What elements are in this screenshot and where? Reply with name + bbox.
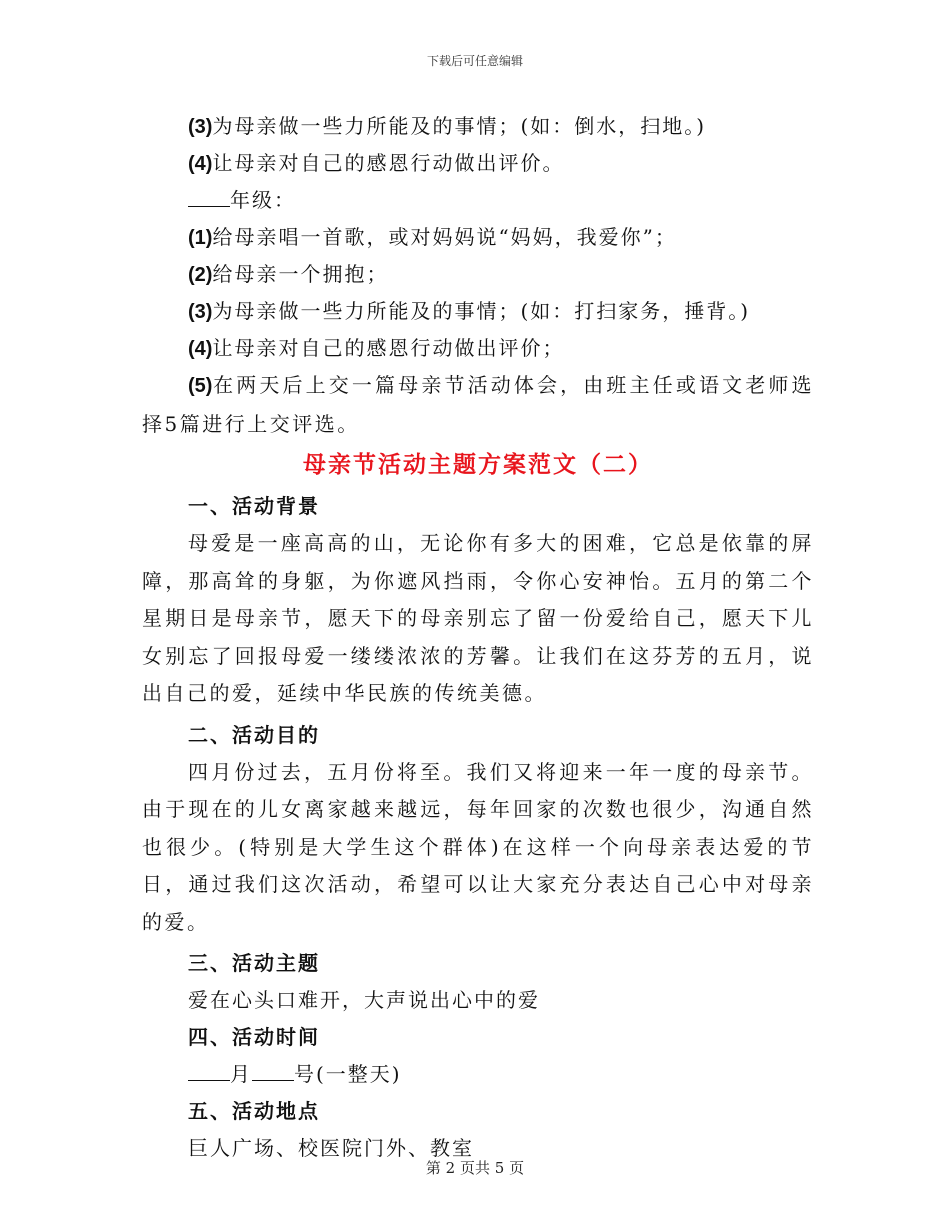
list-number: (5) [188, 375, 213, 397]
section-body-background: 母爱是一座高高的山，无论你有多大的困难，它总是依靠的屏障，那高耸的身躯，为你遮风挡雨，令你心安神怡。五月的第二个星期日是母亲节，愿天下的母亲别忘了留一份爱给自己，愿天下儿女别忘了回报母爱一缕缕浓浓的芳馨。让我们在这芬芳的五月，说出自己的爱，延续中华民族的传统美德。 [142, 531, 814, 705]
list-number: (1) [188, 227, 213, 249]
list-text: 让母亲对自己的感恩行动做出评价。 [212, 151, 565, 175]
list-number: (4) [188, 153, 213, 175]
list-item [142, 256, 814, 293]
list-number: (3) [188, 301, 213, 323]
list-text: 为母亲做一些力所能及的事情；(如：打扫家务，捶背。) [212, 299, 751, 323]
list-number: (4) [188, 338, 213, 360]
grade-line [142, 182, 814, 219]
list-number: (2) [188, 264, 213, 286]
list-item [142, 108, 814, 145]
list-item [142, 145, 814, 182]
list-text: 让母亲对自己的感恩行动做出评价； [212, 336, 565, 360]
list-number: (3) [188, 116, 213, 138]
list-item [142, 330, 814, 367]
list-item [142, 293, 814, 330]
list-item [142, 219, 814, 256]
section-heading-theme: 三、活动主题 [188, 951, 320, 975]
section-body-time [142, 1056, 814, 1093]
document-body [142, 108, 814, 1167]
grade-blank [188, 184, 230, 207]
section-heading-place: 五、活动地点 [188, 1099, 320, 1123]
grade-label: 年级： [230, 188, 296, 212]
day-label: 号(一整天) [294, 1062, 402, 1086]
page-footer: 第 2 页共 5 页 [425, 1159, 525, 1177]
section-body-purpose: 四月份过去，五月份将至。我们又将迎来一年一度的母亲节。由于现在的儿女离家越来越远，每年回家的次数也很少，沟通自然也很少。(特别是大学生这个群体)在这样一个向母亲表达爱的节日，通过我们这次活动，希望可以让大家充分表达自己心中对母亲的爱。 [142, 759, 814, 934]
day-blank [252, 1058, 294, 1081]
list-text: 给母亲唱一首歌，或对妈妈说“妈妈，我爱你”； [212, 225, 677, 249]
document-title: 母亲节活动主题方案范文（二） [303, 452, 653, 478]
list-text: 在两天后上交一篇母亲节活动体会，由班主任或语文老师选择5篇进行上交评选。 [142, 373, 814, 436]
section-body-theme: 爱在心头口难开，大声说出心中的爱 [188, 988, 540, 1012]
section-heading-background: 一、活动背景 [188, 494, 320, 518]
section-body-place: 巨人广场、校医院门外、教室 [188, 1136, 474, 1160]
month-label: 月 [230, 1062, 252, 1086]
section-heading-time: 四、活动时间 [188, 1025, 320, 1049]
page-header: 下载后可任意编辑 [426, 54, 523, 68]
list-text: 为母亲做一些力所能及的事情；(如：倒水，扫地。) [212, 114, 707, 138]
list-item [142, 367, 814, 443]
month-blank [188, 1058, 230, 1081]
list-text: 给母亲一个拥抱； [212, 262, 389, 286]
section-heading-purpose: 二、活动目的 [188, 722, 320, 747]
